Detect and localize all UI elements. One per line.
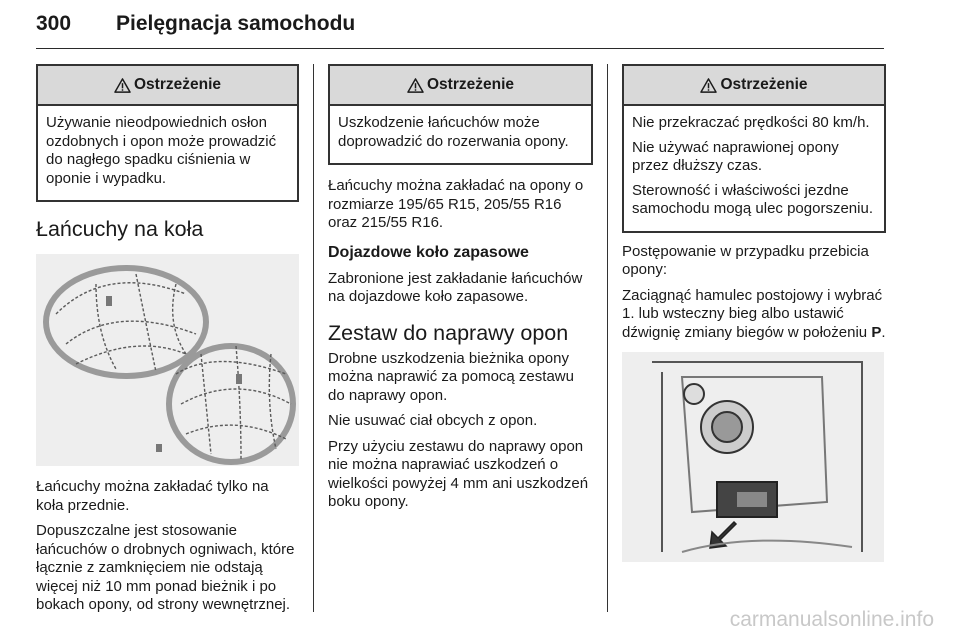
warning-label: Ostrzeżenie xyxy=(133,76,221,93)
paragraph: Dopuszczalne jest stosowanie łańcuchów o drobnych ogniwach, które łącznie z zamknięciem nie odstają więcej niż 10 mm ponad bieżnik i po bokach opony, od strony wewnętrznej. xyxy=(36,522,295,613)
warning-box xyxy=(36,64,299,202)
column-2 xyxy=(328,64,593,519)
page-header xyxy=(36,4,884,49)
warning-label: Ostrzeżenie xyxy=(426,76,514,93)
paragraph: Łańcuchy można zakładać tylko na koła przednie. xyxy=(36,478,269,514)
column-divider xyxy=(607,64,608,612)
paragraph-text: Zaciągnąć hamulec postojowy i wybrać 1. lub wsteczny bieg albo ustawić dźwignię zmiany biegów w położeniu xyxy=(622,286,883,341)
warning-box xyxy=(622,64,886,233)
tyre-repair-kit-illustration xyxy=(622,352,884,562)
paragraph xyxy=(622,287,886,343)
warning-text: Uszkodzenie łańcuchów może doprowadzić do rozerwania opony. xyxy=(338,114,569,150)
paragraph: Nie usuwać ciał obcych z opon. xyxy=(328,412,538,429)
warning-text: Nie przekraczać prędkości 80 km/h. xyxy=(632,114,870,131)
warning-header xyxy=(330,66,591,106)
paragraph-end: . xyxy=(881,323,886,341)
warning-triangle-icon xyxy=(407,78,424,93)
paragraph: Postępowanie w przypadku przebicia opony: xyxy=(622,242,869,278)
subsection-heading: Dojazdowe koło zapasowe xyxy=(328,243,529,261)
paragraph: Drobne uszkodzenia bieżnika opony można naprawić za pomocą zestawu do naprawy opon. xyxy=(328,349,574,404)
warning-text: Sterowność i właściwości jezdne samochodu mogą ulec pogorszeniu. xyxy=(632,181,873,217)
gear-position-p: P xyxy=(871,323,882,341)
warning-box xyxy=(328,64,593,165)
warning-triangle-icon xyxy=(700,78,717,93)
section-heading: Zestaw do naprawy opon xyxy=(328,320,569,345)
page-title: Pielęgnacja samochodu xyxy=(116,12,356,35)
warning-header xyxy=(38,66,297,106)
paragraph: Zabronione jest zakładanie łańcuchów na dojazdowe koło zapasowe. xyxy=(328,269,583,305)
warning-triangle-icon xyxy=(114,78,131,93)
column-3 xyxy=(622,64,886,562)
column-1 xyxy=(36,64,299,622)
warning-label: Ostrzeżenie xyxy=(720,76,808,93)
snow-chains-illustration xyxy=(36,254,299,466)
watermark: carmanualsonline.info xyxy=(729,608,934,631)
warning-header xyxy=(624,66,884,106)
paragraph: Łańcuchy można zakładać na opony o rozmiarze 195/65 R15, 205/55 R16 oraz 215/55 R16. xyxy=(328,177,584,231)
paragraph: Przy użyciu zestawu do naprawy opon nie można naprawiać uszkodzeń o wielkości powyżej 4 mm ani uszkodzeń boku opony. xyxy=(328,437,589,510)
warning-text: Nie używać naprawionej opony przez dłuższy czas. xyxy=(632,138,839,174)
page-number: 300 xyxy=(36,12,72,35)
column-divider xyxy=(313,64,314,612)
section-heading: Łańcuchy na koła xyxy=(36,217,204,241)
warning-text: Używanie nieodpowiednich osłon ozdobnych i opon może prowadzić do nagłego spadku ciśnienia w oponie i wypadku. xyxy=(46,114,277,187)
